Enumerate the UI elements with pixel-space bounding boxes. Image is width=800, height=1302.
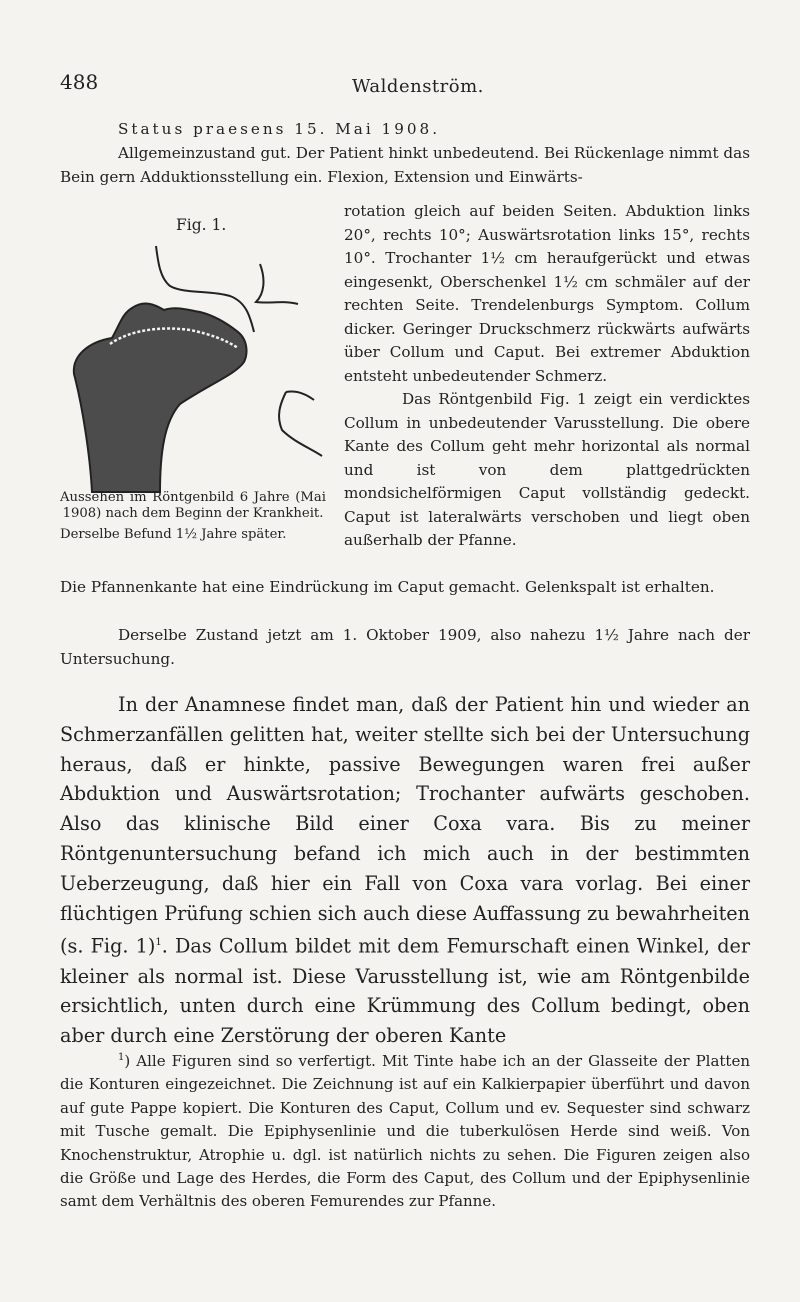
ischium-contour bbox=[279, 392, 322, 456]
status-continuation: Die Pfannenkante hat eine Eindrückung im Caput gemacht. Gelenkspalt ist erhalten. bbox=[60, 578, 715, 596]
status-findings: rotation gleich auf beiden Seiten. Abduktion links 20°, rechts 10°; Auswärtsrotation links 15°, rechts 10°. Trochanter 1½ cm heraufgerückt und etwas eingesenkt, Oberschenkel 1½ cm schmäler auf der rechten Seite. Trendelenburgs Symptom. Collum dicker. Geringer Druckschmerz rückwärts aufwärts über Collum und Caput. Bei extremer Abduktion entsteht unbedeutender Schmerz. bbox=[344, 202, 750, 385]
body-paragraph bbox=[60, 690, 750, 1051]
footnote-reference: 1 bbox=[155, 937, 162, 949]
femur-xray-drawing bbox=[60, 244, 330, 494]
footnote bbox=[60, 1046, 750, 1214]
running-head: Waldenström. bbox=[352, 76, 484, 97]
figure-caption-secondary: Derselbe Befund 1½ Jahre später. bbox=[60, 526, 287, 542]
femur-head-shape bbox=[74, 304, 247, 492]
body-text-part2: . Das Collum bildet mit dem Femurschaft einen Winkel, der kleiner als normal ist. Diese Varusstellung ist, wie am Röntgenbilde ersichtlich, unten durch eine Krümmung des Collum bedingt, oben aber durch eine Zerstörung der oberen Kante bbox=[60, 934, 751, 1048]
status-heading: Status praesens 15. Mai 1908. bbox=[118, 120, 441, 138]
figure-label: Fig. 1. bbox=[176, 216, 227, 234]
status-column bbox=[344, 200, 750, 553]
status-intro: Allgemeinzustand gut. Der Patient hinkt unbedeutend. Bei Rückenlage nimmt das Bein gern Adduktionsstellung ein. Flexion, Extension und Einwärts- bbox=[60, 144, 750, 186]
body-text-part1: In der Anamnese findet man, daß der Patient hin und wieder an Schmerzanfällen gelitten hat, weiter stellte sich bei der Untersuchung heraus, daß er hinkte, passive Bewegungen waren frei außer Abduktion und Auswärtsrotation; Trochanter aufwärts geschoben. Also das klinische Bild einer Coxa vara. Bis zu meiner Röntgenuntersuchung befand ich mich auch in der bestimmten Ueberzeugung, daß hier ein Fall von Coxa vara vorlag. Bei einer flüchtigen Prüfung schien sich auch diese Auffassung zu bewahrheiten (s. Fig. 1) bbox=[60, 693, 750, 958]
footnote-text: ) Alle Figuren sind so verfertigt. Mit Tinte habe ich an der Glasseite der Platten die Konturen eingezeichnet. Die Zeichnung ist auf ein Kalkierpapier überführt und davon auf gute Pappe kopiert. Die Konturen des Caput, Collum und ev. Sequester sind schwarz mit Tusche gemalt. Die Epiphysenlinie und die tuberkulösen Herde sind weiß. Von Knochenstruktur, Atrophie u. dgl. ist natürlich nichts zu sehen. Die Figuren zeigen also die Größe und Lage des Herdes, die Form des Caput, des Collum und der Epiphysenlinie samt dem Verhältnis des oberen Femurendes zur Pfanne. bbox=[60, 1052, 750, 1211]
followup-paragraph: Derselbe Zustand jetzt am 1. Oktober 1909, also nahezu 1½ Jahre nach der Untersuchung. bbox=[60, 626, 750, 668]
pelvis-contour bbox=[256, 264, 298, 304]
xray-description: Das Röntgenbild Fig. 1 zeigt ein verdicktes Collum in unbedeutender Varusstellung. Die obere Kante des Collum geht mehr horizontal als normal und ist von dem plattgedrückten mondsichelförmigen Caput vollständig gedeckt. Caput ist lateralwärts verschoben und liegt oben außerhalb der Pfanne. bbox=[344, 390, 750, 549]
figure-caption bbox=[60, 490, 326, 542]
trochanter-contour bbox=[286, 391, 314, 400]
page-number: 488 bbox=[60, 70, 99, 94]
page-header bbox=[60, 70, 740, 100]
footnote-marker: 1 bbox=[118, 1052, 125, 1063]
figure-caption-main: Aussehen im Röntgenbild 6 Jahre (Mai 1908) nach dem Beginn der Krankheit. bbox=[60, 490, 326, 521]
